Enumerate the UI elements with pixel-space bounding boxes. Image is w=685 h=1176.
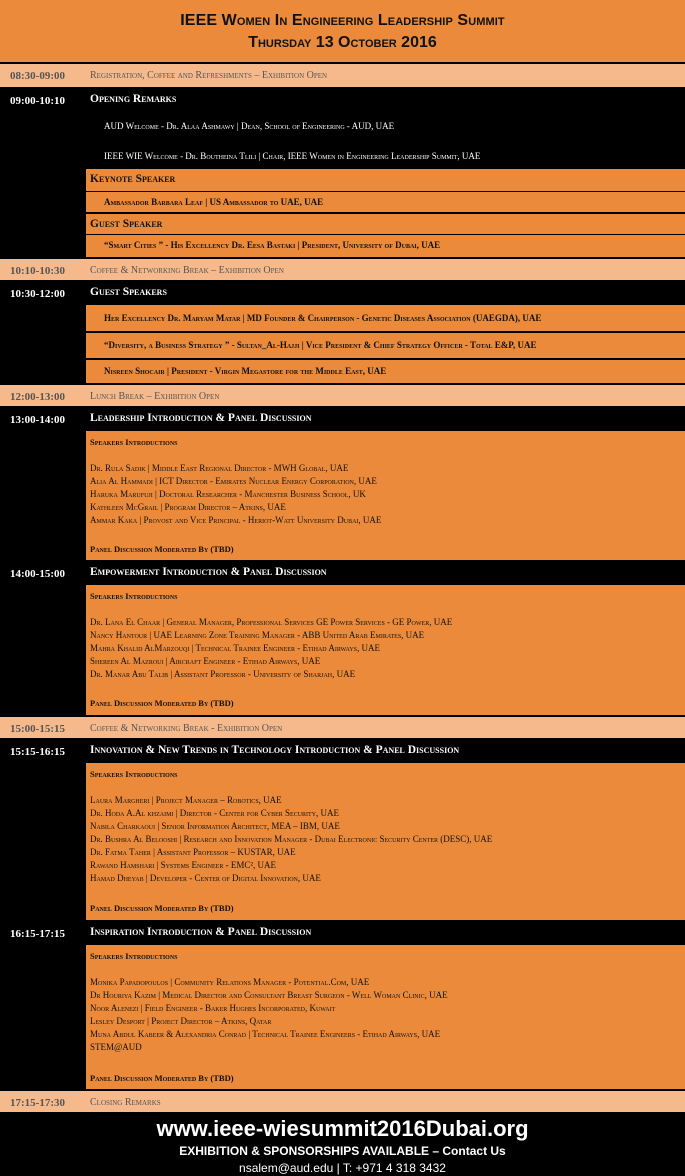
aud-welcome: AUD Welcome - Dr. Alaa Ashmawy | Dean, School of Engineering - AUD, UAE (104, 121, 395, 131)
website-link[interactable]: www.ieee-wiesummit2016Dubai.org (156, 1116, 529, 1141)
session-label: Registration, Coffee and Refreshments – Exhibition Open (90, 70, 328, 81)
speaker-line: Dr. Bushra Al Belooshi | Research and Innovation Manager - Dubai Electronic Security Center (DESC), UAE (90, 834, 493, 844)
session-empowerment (0, 562, 685, 715)
speaker-line: Nancy Hantour | UAE Learning Zone Training Manager - ABB United Arab Emirates, UAE (90, 630, 425, 640)
speaker-box (86, 360, 685, 383)
session-label: Lunch Break – Exhibition Open (90, 391, 220, 402)
session-registration (0, 64, 685, 87)
contact-info: nsalem@aud.edu | T: +971 4 318 3432 (239, 1161, 446, 1175)
session-lunch (0, 385, 685, 406)
speaker-line: Muna Abdul Kabeer & Alexandria Conrad | Technical Trainee Engineers - Etihad Airways, UAE (90, 1029, 441, 1039)
speaker-line: Nisreen Shocair | President - Virgin Megastore for the Middle East, UAE (104, 366, 387, 376)
guest-speaker: “Smart Cities ” - His Excellency Dr. Eesa Bastaki | President, University of Dubai, UAE (104, 240, 441, 250)
session-time: 12:00-13:00 (0, 385, 85, 406)
session-time: 17:15-17:30 (0, 1091, 85, 1112)
summit-date: Thursday 13 October 2016 (248, 34, 437, 51)
speaker-line: Dr. Rula Sadik | Middle East Regional Director - MWH Global, UAE (90, 463, 349, 473)
speaker-line: Monika Papadopoulos | Community Relations Manager - Potential.Com, UAE (90, 977, 370, 987)
session-heading: Empowerment Introduction & Panel Discussion (86, 562, 685, 584)
guest-heading: Guest Speaker (86, 214, 685, 234)
session-time: 10:10-10:30 (0, 259, 85, 280)
keynote-box (86, 192, 685, 212)
speaker-line: “Diversity, a Business Strategy ” - Sultan_Al-Hajji | Vice President & Chief Strategy Officer - Total E&P, UAE (104, 340, 537, 350)
speaker-line: STEM@AUD (90, 1042, 142, 1052)
speaker-line: Dr. Manar Abu Talib | Assistant Professor - University of Sharjah, UAE (90, 669, 356, 679)
session-time: 14:00-15:00 (0, 562, 85, 715)
speaker-line: Hamad Dheyab | Developer - Center of Digital Innovation, UAE (90, 873, 321, 883)
speaker-box (86, 305, 685, 331)
guest-box (86, 235, 685, 257)
sponsorship-note: EXHIBITION & SPONSORSHIPS AVAILABLE – Contact Us (179, 1144, 506, 1158)
panel-moderator: Panel Discussion Moderated By (TBD) (90, 544, 234, 554)
session-time: 15:15-16:15 (0, 740, 85, 920)
speakers-box (86, 431, 685, 560)
session-time: 15:00-15:15 (0, 717, 85, 738)
summit-title: IEEE Women In Engineering Leadership Summit (180, 12, 505, 29)
panel-moderator: Panel Discussion Moderated By (TBD) (90, 903, 234, 913)
speakers-introductions: Speakers Introductions (90, 769, 178, 779)
speaker-line: Alia Al Hammadi | ICT Director - Emirates Nuclear Energy Corporation, UAE (90, 476, 377, 486)
session-time: 10:30-12:00 (0, 282, 85, 383)
speakers-box (86, 945, 685, 1089)
speaker-line: Laura Margheri | Project Manager – Robotics, UAE (90, 795, 282, 805)
agenda-header (0, 0, 685, 62)
speakers-box (86, 763, 685, 920)
session-guest-speakers (0, 282, 685, 383)
speaker-line: Noor Alenezi | Field Engineer - Baker Hughes Incorporated, Kuwait (90, 1003, 336, 1013)
session-opening (0, 89, 685, 257)
session-time: 16:15-17:15 (0, 922, 85, 1089)
session-leadership (0, 408, 685, 560)
speaker-line: Dr. Hoda A.Al khzaimi | Director - Center for Cyber Security, UAE (90, 808, 340, 818)
speakers-box (86, 585, 685, 715)
session-heading: Leadership Introduction & Panel Discussion (86, 408, 685, 430)
panel-moderator: Panel Discussion Moderated By (TBD) (90, 1073, 234, 1083)
speaker-line: Nabila Charkaoui | Senior Information Architect, MEA – IBM, UAE (90, 821, 340, 831)
speaker-line: Haruka Marufuji | Doctoral Researcher - Manchester Business School, UK (90, 489, 366, 499)
panel-moderator: Panel Discussion Moderated By (TBD) (90, 698, 234, 708)
session-coffee-2 (0, 717, 685, 738)
session-time: 13:00-14:00 (0, 408, 85, 560)
agenda-footer (0, 1114, 685, 1176)
speaker-line: Dr. Lana El Chaar | General Manager, Professional Services GE Power Services - GE Power, UAE (90, 617, 453, 627)
speaker-line: Dr Houriya Kazim | Medical Director and Consultant Breast Surgeon - Well Woman Clinic, UAE (90, 990, 448, 1000)
session-heading: Innovation & New Trends in Technology Introduction & Panel Discussion (86, 740, 685, 762)
session-label: Coffee & Networking Break - Exhibition Open (90, 723, 283, 734)
session-heading: Inspiration Introduction & Panel Discussion (86, 922, 685, 944)
speaker-line: Her Excellency Dr. Maryam Matar | MD Founder & Chairperson - Genetic Diseases Association (UAEGDA), UAE (104, 313, 542, 323)
speakers-introductions: Speakers Introductions (90, 591, 178, 601)
speakers-introductions: Speakers Introductions (90, 951, 178, 961)
keynote-heading: Keynote Speaker (86, 169, 685, 191)
speaker-line: Ammar Kaka | Provost and Vice Principal - Heriot-Watt University Dubai, UAE (90, 515, 382, 525)
session-time: 08:30-09:00 (0, 64, 85, 87)
speaker-line: Kathleen McGrail | Program Director – Atkins, UAE (90, 502, 286, 512)
opening-remarks-heading: Opening Remarks (86, 89, 685, 111)
speakers-introductions: Speakers Introductions (90, 437, 178, 447)
session-label: Closing Remarks (90, 1097, 161, 1108)
session-label: Coffee & Networking Break – Exhibition Open (90, 265, 284, 276)
session-innovation (0, 740, 685, 920)
keynote-speaker: Ambassador Barbara Leaf | US Ambassador to UAE, UAE (104, 197, 324, 207)
speaker-line: Dr. Fatma Taher | Assistant Professor – KUSTAR, UAE (90, 847, 296, 857)
session-coffee-1 (0, 259, 685, 280)
session-time: 09:00-10:10 (0, 89, 85, 257)
session-inspiration (0, 922, 685, 1089)
wie-welcome: IEEE WIE Welcome - Dr. Boutheina Tlili | Chair, IEEE Women in Engineering Leadership Summit, UAE (104, 151, 481, 161)
speaker-line: Lesley Desport | Project Director – Atkins, Qatar (90, 1016, 272, 1026)
speaker-line: Rawand Hamshari | Systems Engineer - EMC², UAE (90, 860, 277, 870)
speaker-line: Shereen Al Mazroui | Aircraft Engineer - Etihad Airways, UAE (90, 656, 321, 666)
speaker-box (86, 333, 685, 358)
guest-speakers-heading: Guest Speakers (86, 282, 685, 304)
session-closing (0, 1091, 685, 1112)
speaker-line: Mahra Khalid AlMarzouqi | Technical Trainee Engineer - Etihad Airways, UAE (90, 643, 380, 653)
